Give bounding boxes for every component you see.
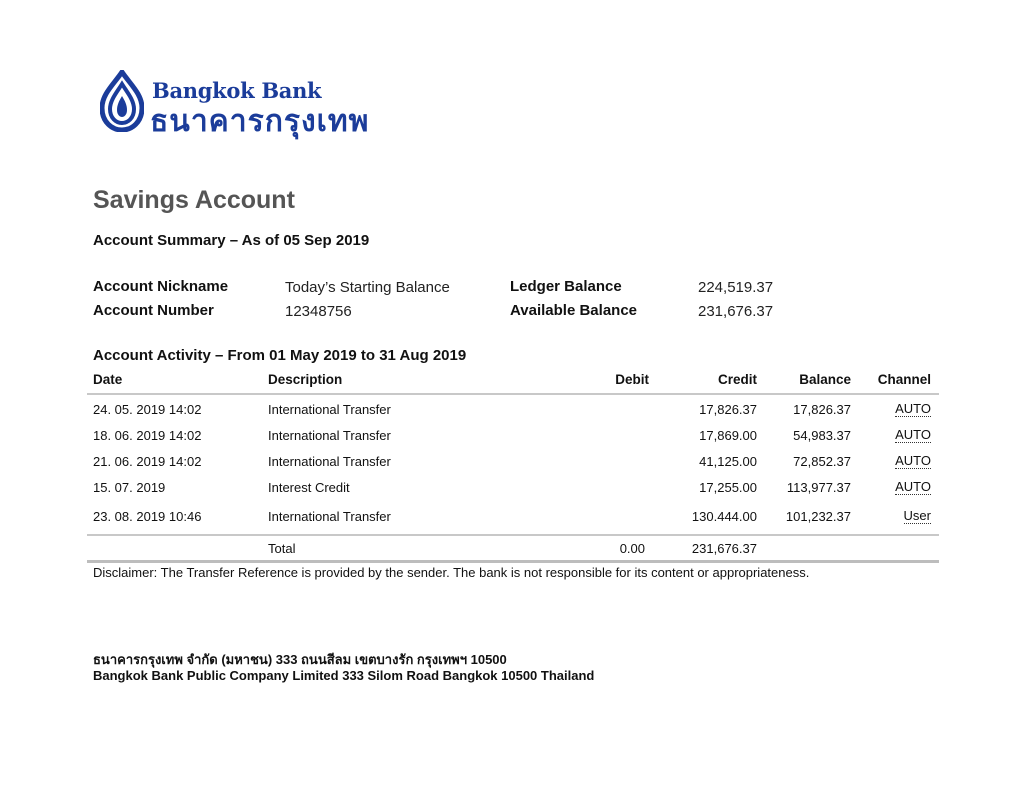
table-row xyxy=(87,475,939,501)
ledger-balance-value: 224,519.37 xyxy=(698,279,774,296)
row-channel-link[interactable]: AUTO xyxy=(895,479,931,494)
bank-logo xyxy=(100,70,420,139)
account-number-value: 12348756 xyxy=(285,303,352,320)
nickname-label: Account Nickname xyxy=(93,278,229,295)
row-balance: 72,852.37 xyxy=(793,454,851,469)
total-credit: 231,676.37 xyxy=(691,541,757,556)
row-credit: 17,826.37 xyxy=(699,402,757,417)
row-credit: 17,255.00 xyxy=(699,480,757,495)
row-channel-link[interactable]: AUTO xyxy=(895,401,931,416)
column-header-credit: Credit xyxy=(717,372,757,387)
table-bottom-divider xyxy=(87,560,939,563)
row-date: 15. 07. 2019 xyxy=(93,480,166,495)
summary-heading: Account Summary – As of 05 Sep 2019 xyxy=(93,232,370,249)
column-header-balance: Balance xyxy=(799,372,851,387)
row-description: International Transfer xyxy=(268,509,391,524)
footer-address-th: ธนาคารกรุงเทพ จำกัด (มหาชน) 333 ถนนสีลม เขตบางรัก กรุงเทพฯ 10500 xyxy=(93,652,507,667)
row-date: 24. 05. 2019 14:02 xyxy=(93,402,202,417)
row-date: 21. 06. 2019 14:02 xyxy=(93,454,202,469)
row-credit: 130.444.00 xyxy=(691,509,757,524)
account-number-label: Account Number xyxy=(93,302,214,319)
row-description: International Transfer xyxy=(268,402,391,417)
row-description: International Transfer xyxy=(268,454,391,469)
table-row xyxy=(87,423,939,449)
column-header-channel: Channel xyxy=(877,372,931,387)
table-row xyxy=(87,449,939,475)
table-header-row xyxy=(87,367,939,393)
total-row xyxy=(87,536,939,560)
page-title: Savings Account xyxy=(93,186,295,214)
disclaimer-text: Disclaimer: The Transfer Reference is provided by the sender. The bank is not responsible for its content or appropriateness. xyxy=(93,565,810,580)
row-balance: 101,232.37 xyxy=(785,509,851,524)
activity-heading: Account Activity – From 01 May 2019 to 31 Aug 2019 xyxy=(93,347,467,364)
column-header-description: Description xyxy=(268,372,343,387)
row-balance: 17,826.37 xyxy=(793,402,851,417)
row-balance: 54,983.37 xyxy=(793,428,851,443)
row-channel-link[interactable]: User xyxy=(903,508,931,523)
row-channel-link[interactable]: AUTO xyxy=(895,427,931,442)
table-row xyxy=(87,397,939,423)
available-balance-value: 231,676.37 xyxy=(698,303,774,320)
activity-table xyxy=(87,367,939,563)
row-balance: 113,977.37 xyxy=(786,480,851,495)
row-date: 18. 06. 2019 14:02 xyxy=(93,428,202,443)
row-credit: 41,125.00 xyxy=(699,454,757,469)
row-description: International Transfer xyxy=(268,428,391,443)
available-balance-label: Available Balance xyxy=(510,302,638,319)
table-row xyxy=(87,501,939,530)
total-label: Total xyxy=(268,541,296,556)
footer-address-en: Bangkok Bank Public Company Limited 333 Silom Road Bangkok 10500 Thailand xyxy=(93,668,595,683)
logo-name-en: Bangkok Bank xyxy=(152,78,322,103)
total-debit: 0.00 xyxy=(619,541,645,556)
ledger-balance-label: Ledger Balance xyxy=(510,278,622,295)
row-credit: 17,869.00 xyxy=(699,428,757,443)
row-date: 23. 08. 2019 10:46 xyxy=(93,509,202,524)
bangkok-bank-lotus-icon xyxy=(100,70,144,132)
row-description: Interest Credit xyxy=(268,480,350,495)
row-channel-link[interactable]: AUTO xyxy=(895,453,931,468)
logo-name-th: ธนาคารกรุงเทพ xyxy=(150,104,370,139)
nickname-value: Today’s Starting Balance xyxy=(285,279,450,296)
column-header-debit: Debit xyxy=(615,372,649,387)
column-header-date: Date xyxy=(93,372,123,387)
